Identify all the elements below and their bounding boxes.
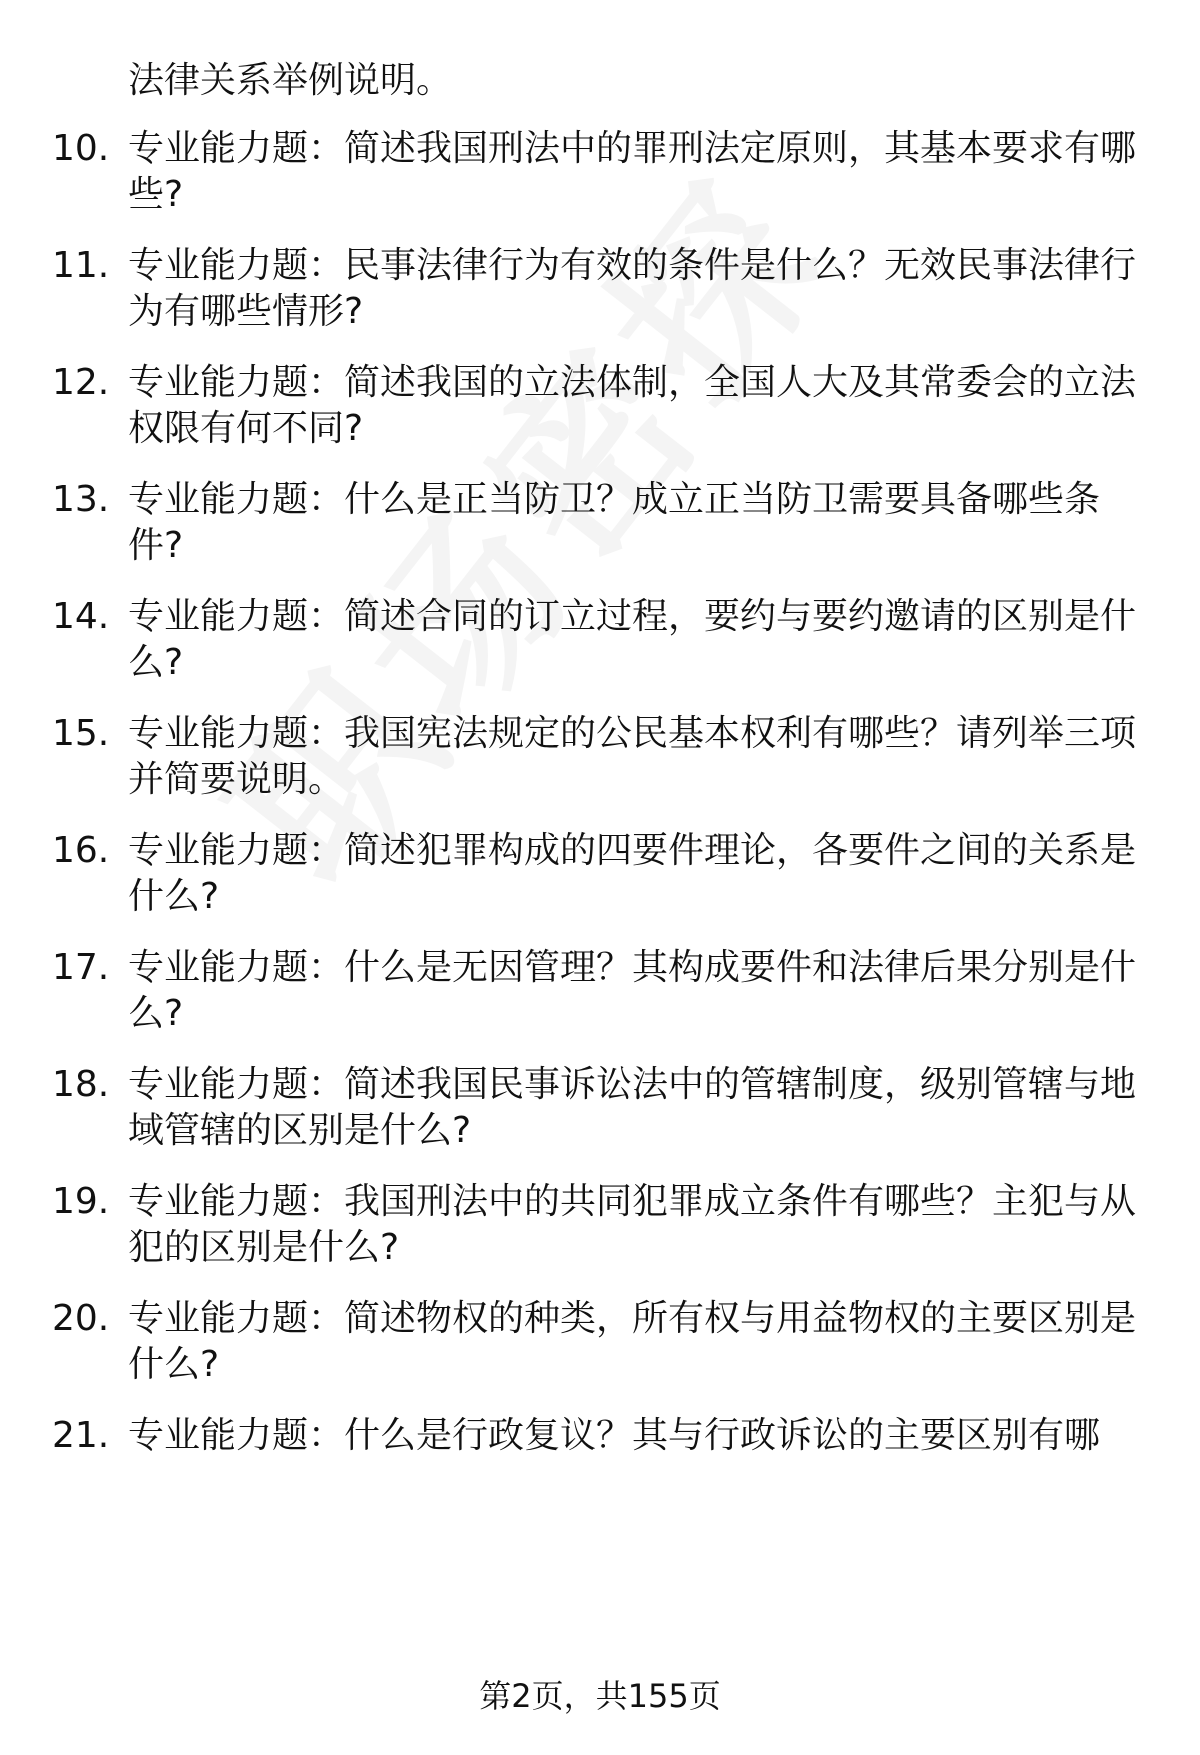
question-item <box>52 828 1152 920</box>
question-item <box>52 1179 1152 1271</box>
question-item <box>52 945 1152 1037</box>
page-footer: 第2页，共155页 <box>479 1677 721 1715</box>
question-text: 专业能力题：简述我国的立法体制，全国人大及其常委会的立法权限有何不同? <box>128 362 1137 449</box>
question-number: 13. <box>52 479 110 520</box>
question-number: 12. <box>52 362 110 403</box>
question-text: 专业能力题：简述我国民事诉讼法中的管辖制度，级别管辖与地域管辖的区别是什么? <box>128 1064 1137 1151</box>
question-number: 11. <box>52 245 110 286</box>
question-number: 14. <box>52 596 110 637</box>
question-number: 10. <box>52 128 110 169</box>
question-number: 19. <box>52 1181 110 1222</box>
question-text: 专业能力题：什么是行政复议？其与行政诉讼的主要区别有哪 <box>128 1415 1101 1456</box>
question-item <box>52 243 1152 335</box>
question-text: 专业能力题：简述犯罪构成的四要件理论，各要件之间的关系是什么? <box>128 830 1137 917</box>
question-number: 16. <box>52 830 110 871</box>
question-item <box>52 594 1152 686</box>
question-text: 专业能力题：简述我国刑法中的罪刑法定原则，其基本要求有哪些? <box>128 128 1137 215</box>
question-text: 专业能力题：什么是无因管理？其构成要件和法律后果分别是什么? <box>128 947 1137 1034</box>
question-item <box>52 711 1152 803</box>
question-text: 专业能力题：简述物权的种类，所有权与用益物权的主要区别是什么? <box>128 1298 1137 1385</box>
question-item <box>52 1062 1152 1154</box>
question-text: 专业能力题：我国刑法中的共同犯罪成立条件有哪些？主犯与从犯的区别是什么? <box>128 1181 1137 1268</box>
question-number: 15. <box>52 713 110 754</box>
question-number: 21. <box>52 1415 110 1456</box>
question-number: 18. <box>52 1064 110 1105</box>
question-item <box>52 126 1152 218</box>
question-item <box>52 1413 1152 1459</box>
continuation-text: 法律关系举例说明。 <box>128 60 453 101</box>
question-number: 20. <box>52 1298 110 1339</box>
question-number: 17. <box>52 947 110 988</box>
question-item <box>52 1296 1152 1388</box>
question-text: 专业能力题：简述合同的订立过程，要约与要约邀请的区别是什么? <box>128 596 1137 683</box>
question-item <box>52 360 1152 452</box>
question-text: 专业能力题：民事法律行为有效的条件是什么？无效民事法律行为有哪些情形? <box>128 245 1137 332</box>
question-text: 专业能力题：什么是正当防卫？成立正当防卫需要具备哪些条件? <box>128 479 1101 566</box>
question-text: 专业能力题：我国宪法规定的公民基本权利有哪些？请列举三项并简要说明。 <box>128 713 1137 800</box>
question-item <box>52 477 1152 569</box>
